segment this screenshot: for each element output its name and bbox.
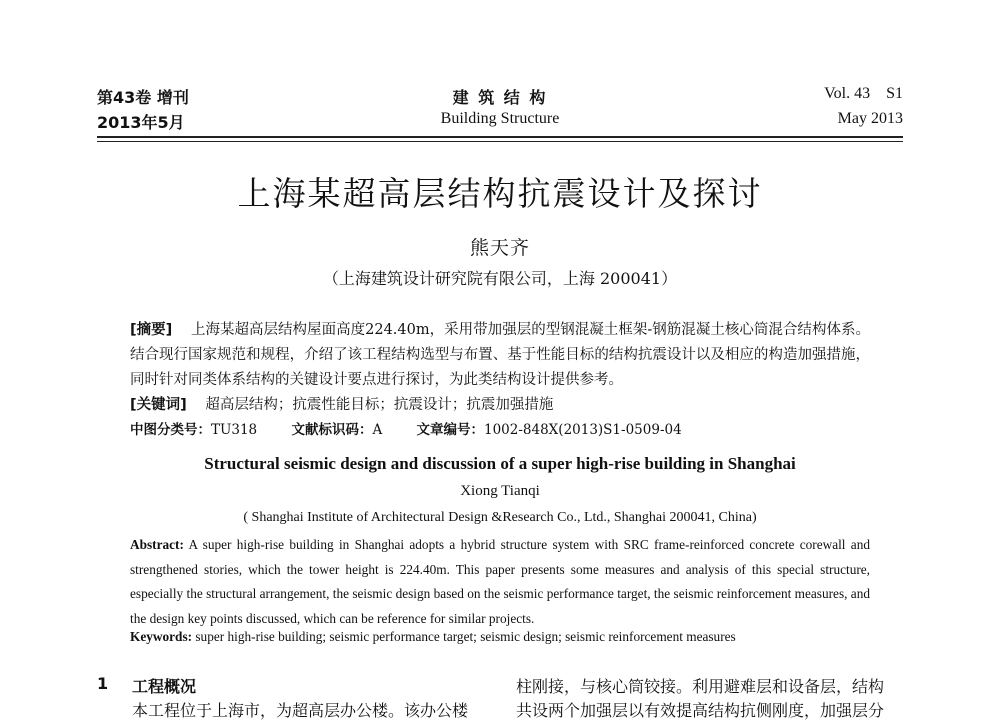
affiliation-cn: （上海建筑设计研究院有限公司，上海 200041） bbox=[322, 269, 678, 288]
abstract-en bbox=[130, 533, 870, 631]
doc-code-value: A bbox=[372, 422, 383, 438]
article-title-cn: 上海某超高层结构抗震设计及探讨 bbox=[237, 174, 763, 213]
abstract-text-en: A super high-rise building in Shanghai adopts a hybrid structure system with SRC frame-reinforced concrete corewall and strengthened stories, which the tower height is 224.40m. This paper presents some measures and analysis of this special structure, especially the structural arrangement, the seismic design based on the seismic performance target, the seismic reinforcement measures, and the design key points discussed, which can be reference for similar projects. bbox=[130, 537, 871, 626]
doc-code-label: 文献标识码： bbox=[291, 422, 373, 438]
keywords-label-en: Keywords: bbox=[130, 629, 193, 644]
keywords-cn bbox=[130, 393, 870, 418]
header-rule-bottom bbox=[97, 141, 903, 142]
abstract-text-cn: 上海某超高层结构屋面高度224.40m，采用带加强层的型钢混凝土框架-钢筋混凝土核心筒混合结构体系。结合现行国家规范和规程，介绍了该工程结构选型与布置、基于性能目标的结构抗震设计以及相应的构造加强措施，同时针对同类体系结构的关键设计要点进行探讨，为此类结构设计提供参考。 bbox=[130, 322, 870, 388]
keywords-en bbox=[130, 629, 870, 645]
left-column-line: 本工程位于上海市，为超高层办公楼。该办公楼 bbox=[132, 701, 469, 720]
classification-line bbox=[130, 418, 870, 443]
section-title: 工程概况 bbox=[132, 677, 197, 696]
abstract-label-en: Abstract: bbox=[130, 537, 184, 552]
date-en: May 2013 bbox=[837, 110, 903, 127]
section-number: 1 bbox=[97, 674, 109, 693]
right-column-line-1: 柱刚接，与核心筒铰接。利用避难层和设备层，结构 bbox=[516, 677, 885, 696]
author-cn: 熊天齐 bbox=[469, 237, 530, 259]
header-rule-top bbox=[97, 136, 903, 138]
journal-title-cn: 建 筑 结 构 bbox=[452, 88, 548, 107]
journal-title-en: Building Structure bbox=[440, 110, 560, 127]
keywords-label-cn: [关键词] bbox=[130, 397, 187, 413]
article-no-label: 文章编号： bbox=[416, 422, 484, 438]
abstract-cn bbox=[130, 318, 870, 393]
keywords-text-en: super high-rise building; seismic performance target; seismic design; seismic reinforcement measures bbox=[195, 629, 736, 644]
keywords-text-cn: 超高层结构；抗震性能目标；抗震设计；抗震加强措施 bbox=[205, 397, 554, 413]
clc-label: 中图分类号： bbox=[130, 422, 211, 438]
affiliation-en: ( Shanghai Institute of Architectural Design &Research Co., Ltd., Shanghai 200041, China) bbox=[243, 510, 757, 525]
article-no-value: 1002-848X(2013)S1-0509-04 bbox=[484, 422, 682, 438]
author-en: Xiong Tianqi bbox=[460, 483, 540, 499]
abstract-label-cn: [摘要] bbox=[130, 322, 173, 338]
article-title-en: Structural seismic design and discussion of a super high-rise building in Shanghai bbox=[204, 454, 796, 473]
date-cn: 2013年5月 bbox=[97, 113, 185, 132]
volume-en: Vol. 43 S1 bbox=[824, 85, 903, 102]
right-column-line-2: 共设两个加强层以有效提高结构抗侧刚度，加强层分 bbox=[516, 701, 885, 720]
clc-value: TU318 bbox=[211, 422, 258, 438]
volume-cn: 第43卷 增刊 bbox=[97, 88, 189, 107]
